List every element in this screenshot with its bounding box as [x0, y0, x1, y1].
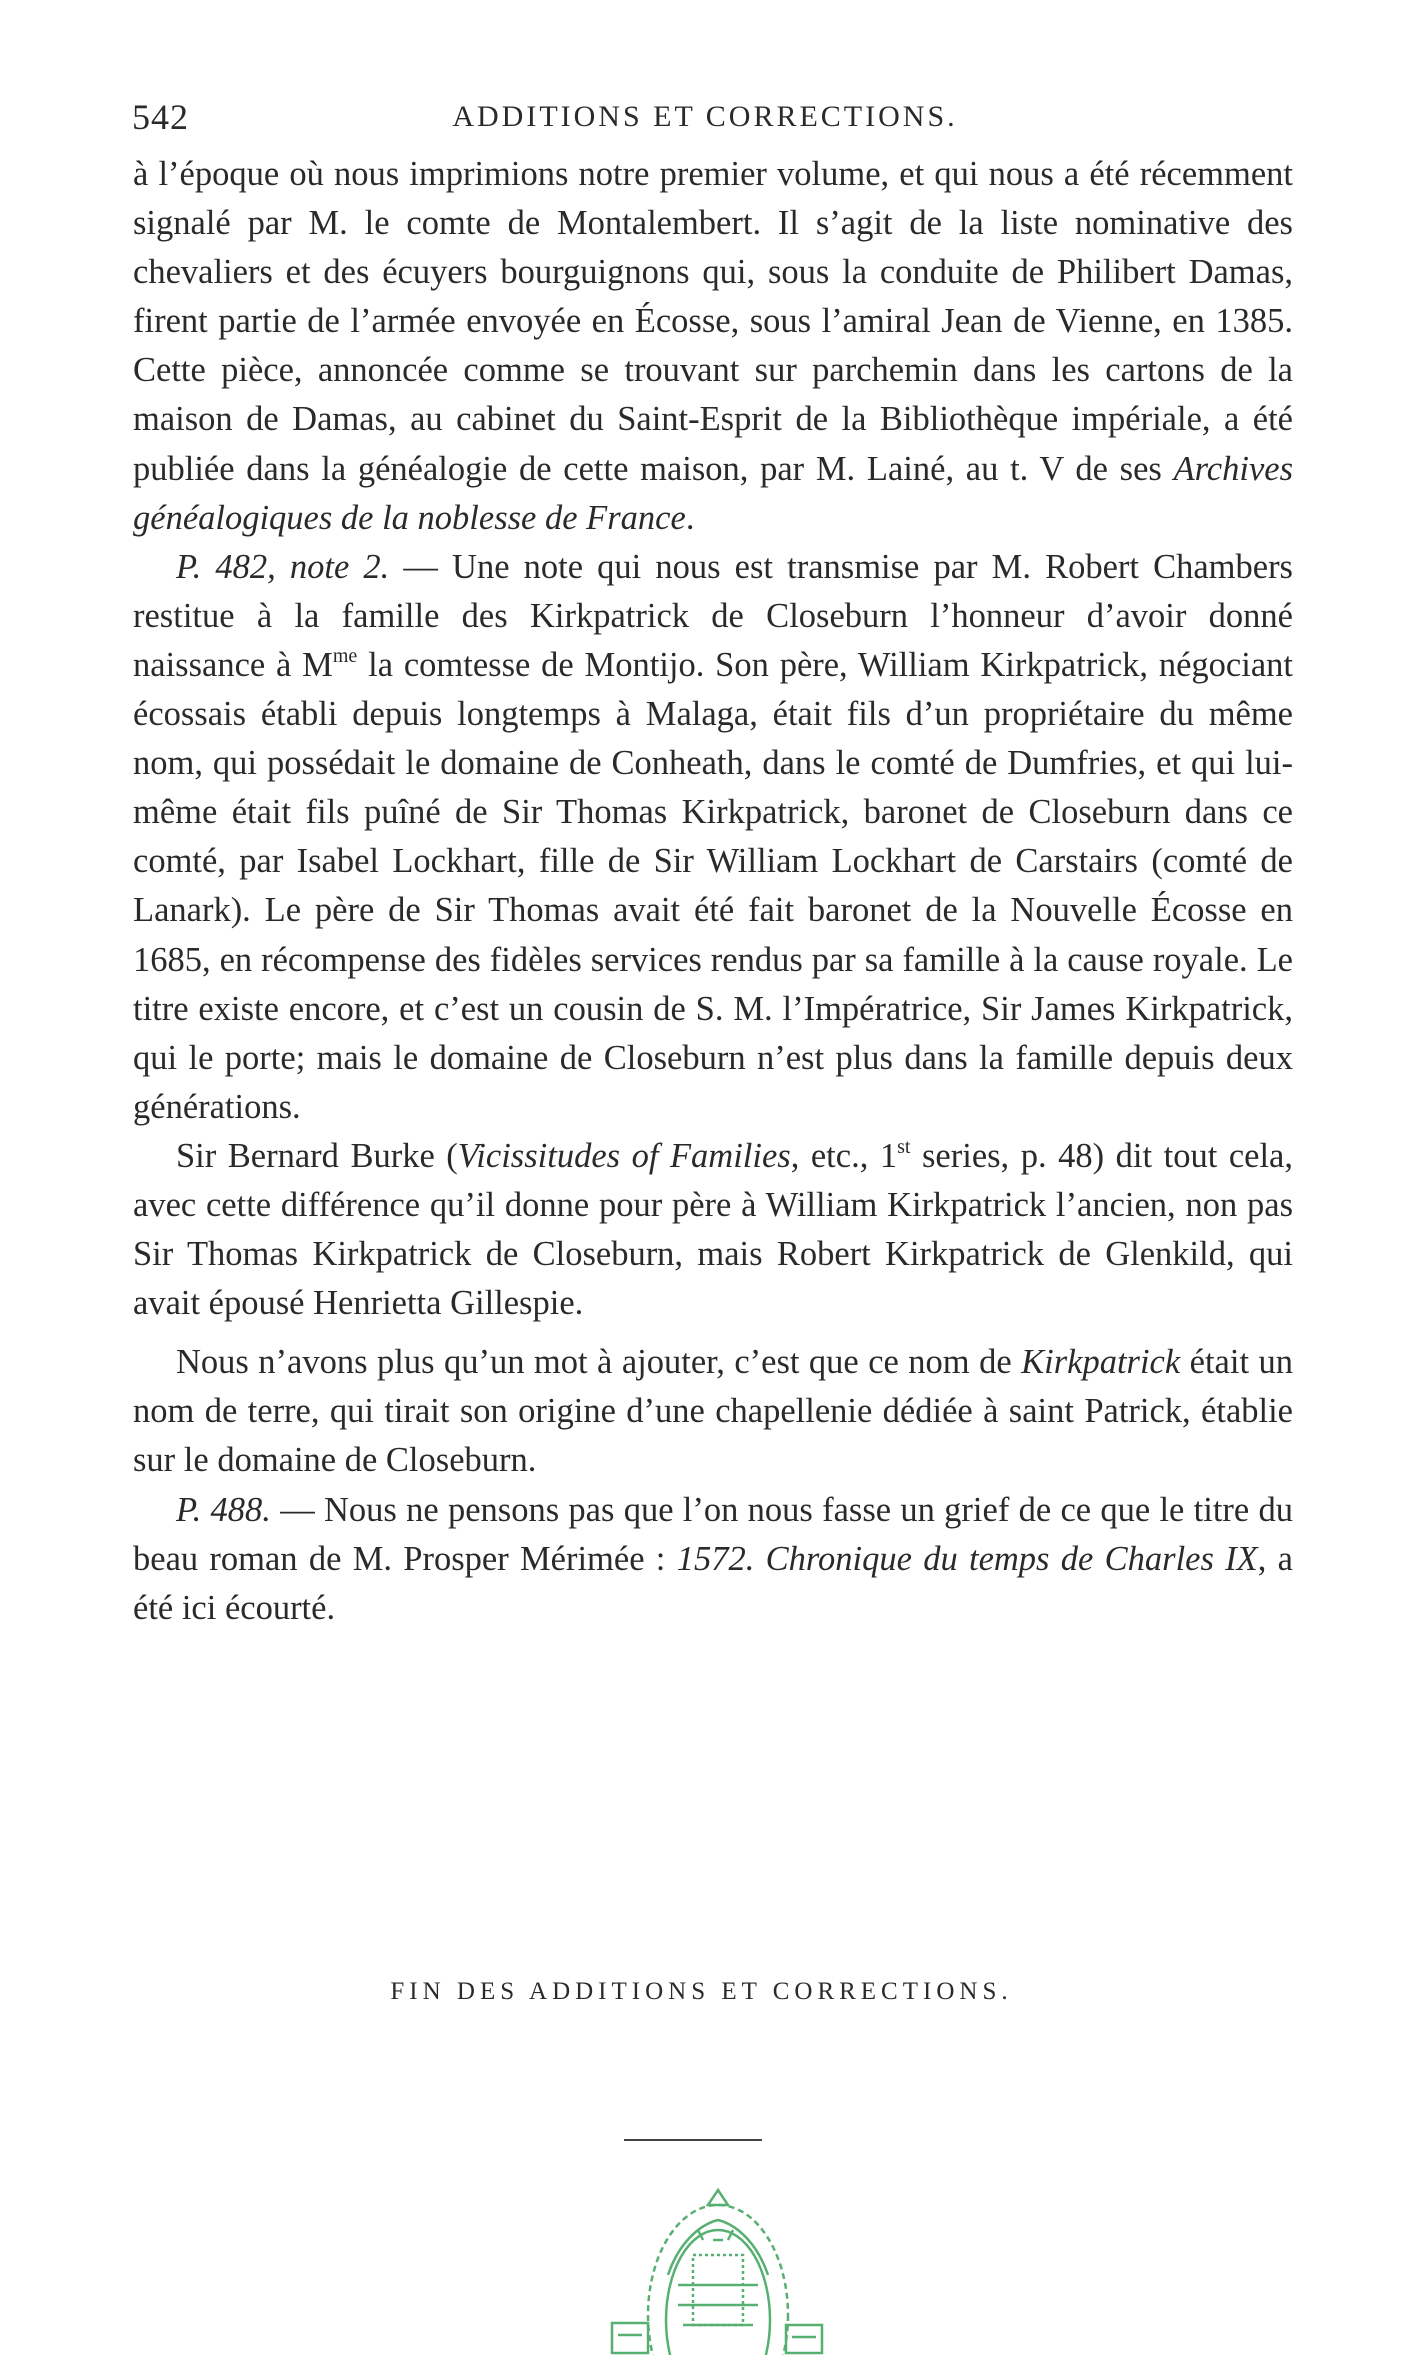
- page-header: [130, 96, 1280, 136]
- library-stamp-icon: [608, 2185, 828, 2355]
- page-number: 542: [132, 97, 189, 137]
- archives-title: Archives généalogiques de la noblesse de France: [133, 449, 1293, 537]
- divider: [624, 2139, 762, 2141]
- paragraph-3: Sir Bernard Burke (Vicissitudes of Families, etc., 1st series, p. 48) dit tout cela, avec cette différence qu’il donne pour père à William Kirkpatrick l’ancien, non pas Sir Thomas Kirkpatrick de Closeburn, mais Robert Kirkpatrick de Glenkild, qui avait épousé Henrietta Gillespie.: [133, 1135, 1293, 1323]
- page-reference: P. 488.: [176, 1490, 271, 1529]
- main-text: [133, 150, 1293, 1633]
- paragraph-5: P. 488. — Nous ne pensons pas que l’on nous fasse un grief de ce que le titre du beau roman de M. Prosper Mérimée : 1572. Chronique du temps de Charles IX, a été ici écourté.: [133, 1490, 1293, 1627]
- running-title: ADDITIONS ET CORRECTIONS.: [452, 100, 958, 133]
- paragraph-2: P. 482, note 2. — Une note qui nous est transmise par M. Robert Chambers restitue à la famille des Kirkpatrick de Closeburn l’honneur d’avoir donné naissance à $M^{me}$ la comtesse de Montijo. Son père, William Kirkpatrick, négociant écossais établi depuis longtemps à Malaga, était fils d’un propriétaire du même nom, qui possédait le domaine de Conheath, dans le comté de Dumfries, et qui lui-même était fils puîné de Sir Thomas Kirkpatrick, baronet de Closeburn dans ce comté, par Isabel Lockhart, fille de Sir William Lockhart de Carstairs (comté de Lanark). Le père de Sir Thomas avait été fait baronet de la Nouvelle Écosse en 1685, en récompense des fidèles services rendus par sa famille à la cause royale. Le titre existe encore, et c’est un cousin de S. M. l’Impératrice, Sir James Kirkpatrick, qui le porte; mais le domaine de Closeburn n’est plus dans la famille depuis deux générations.: [133, 547, 1293, 1126]
- kirkpatrick-word: Kirkpatrick: [1021, 1343, 1181, 1382]
- novel-title: 1572. Chronique du temps de Charles IX: [676, 1539, 1258, 1578]
- page-reference: P. 482, note 2.: [176, 547, 390, 586]
- paragraph-1: à l’époque où nous imprimions notre premier volume, et qui nous a été récemment signalé par M. le comte de Montalembert. Il s’agit de la liste nominative des chevaliers et des écuyers bourguignons qui, sous la conduite de Philibert Damas, firent partie de l’armée envoyée en Écosse, sous l’amiral Jean de Vienne, en 1385. Cette pièce, annoncée comme se trouvant sur parchemin dans les cartons de la maison de Damas, au cabinet du Saint-Esprit de la Bibliothèque impériale, a été publiée dans la généalogie de cette maison, par M. Lainé, au t. V de ses Archives généalogiques de la noblesse de France.: [133, 155, 1293, 537]
- paragraph-4: Nous n’avons plus qu’un mot à ajouter, c’est que ce nom de Kirkpatrick était un nom de terre, qui tirait son origine d’une chapellenie dédiée à saint Patrick, établie sur le domaine de Closeburn.: [133, 1343, 1293, 1480]
- vicissitudes-title: Vicissitudes of Families: [457, 1136, 791, 1175]
- closing-line: FIN DES ADDITIONS ET CORRECTIONS.: [390, 1978, 1013, 2005]
